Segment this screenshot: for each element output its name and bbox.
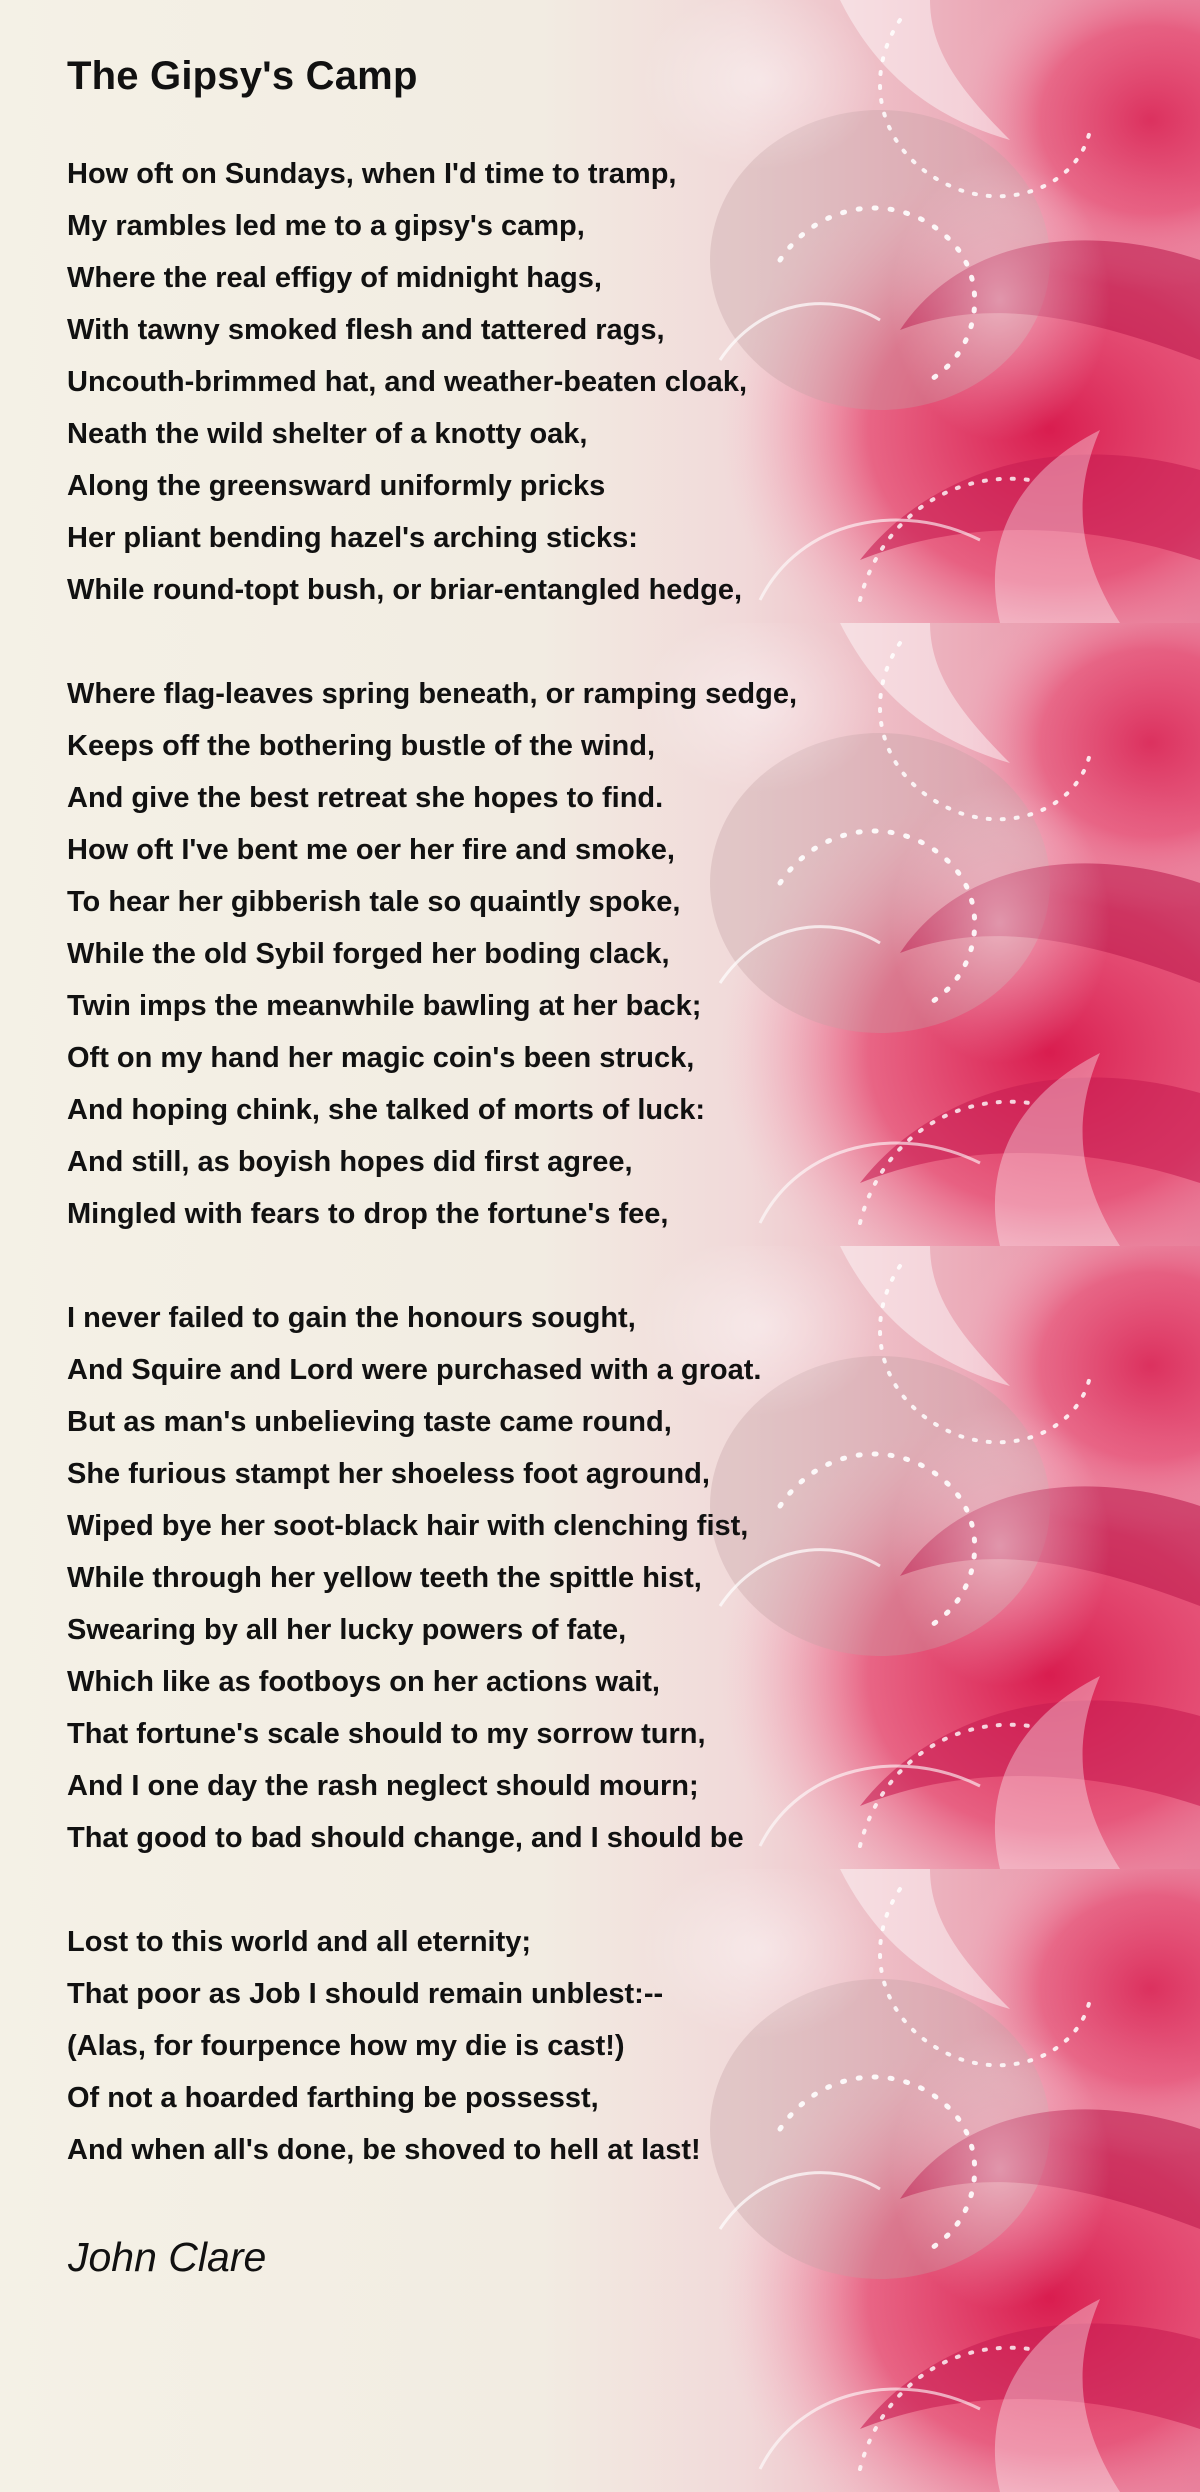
poem-line: Keeps off the bothering bustle of the wind, [67,730,656,762]
poem-line: That fortune's scale should to my sorrow turn, [67,1718,706,1750]
poem-line: But as man's unbelieving taste came round, [67,1406,672,1438]
poem-line: Of not a hoarded farthing be possesst, [67,2082,599,2114]
poem-line: Uncouth-brimmed hat, and weather-beaten cloak, [67,366,747,398]
poem-line: Her pliant bending hazel's arching sticks: [67,522,638,554]
poem-line: And still, as boyish hopes did first agree, [67,1146,633,1178]
poem-line: She furious stampt her shoeless foot aground, [67,1458,710,1490]
poem-line: While the old Sybil forged her boding clack, [67,938,670,970]
stanza-2 [67,668,797,1240]
poem-author: John Clare [68,2234,267,2280]
stanza-4 [67,1916,701,2176]
poem-line: While through her yellow teeth the spittle hist, [67,1562,702,1594]
poem-line: And hoping chink, she talked of morts of luck: [67,1094,706,1126]
poem-line: Mingled with fears to drop the fortune's fee, [67,1198,669,1230]
poem-line: With tawny smoked flesh and tattered rags, [67,314,665,346]
poem-line: (Alas, for fourpence how my die is cast!) [67,2030,625,2062]
poem-line: To hear her gibberish tale so quaintly spoke, [67,886,681,918]
poem-line: My rambles led me to a gipsy's camp, [67,210,585,242]
poem-line: Neath the wild shelter of a knotty oak, [67,418,588,450]
poem-line: And give the best retreat she hopes to find. [67,782,664,814]
poem-line: Where the real effigy of midnight hags, [67,262,602,294]
poem-line: While round-topt bush, or briar-entangled hedge, [67,574,743,606]
stanza-1 [67,148,747,616]
poem-line: How oft I've bent me oer her fire and smoke, [67,834,675,866]
poem-line: Oft on my hand her magic coin's been struck, [67,1042,695,1074]
poem-line: Which like as footboys on her actions wait, [67,1666,660,1698]
poem-line: Where flag-leaves spring beneath, or ramping sedge, [67,678,798,710]
stanza-3 [67,1292,762,1864]
poem-line: Lost to this world and all eternity; [67,1926,532,1958]
poem-line: Twin imps the meanwhile bawling at her back; [67,990,702,1022]
poem-line: Wiped bye her soot-black hair with clenching fist, [67,1510,749,1542]
poem-line: That poor as Job I should remain unblest:-- [67,1978,664,2010]
poem-line: I never failed to gain the honours sought, [67,1302,636,1334]
poem-line: And Squire and Lord were purchased with a groat. [67,1354,762,1386]
poem-line: Swearing by all her lucky powers of fate, [67,1614,627,1646]
poem-title: The Gipsy's Camp [67,54,418,98]
poem-line: Along the greensward uniformly pricks [67,470,606,502]
poem-line: That good to bad should change, and I should be [67,1822,744,1854]
poem-line: And I one day the rash neglect should mourn; [67,1770,699,1802]
poem-line: And when all's done, be shoved to hell at last! [67,2134,701,2166]
poem-line: How oft on Sundays, when I'd time to tramp, [67,158,677,190]
